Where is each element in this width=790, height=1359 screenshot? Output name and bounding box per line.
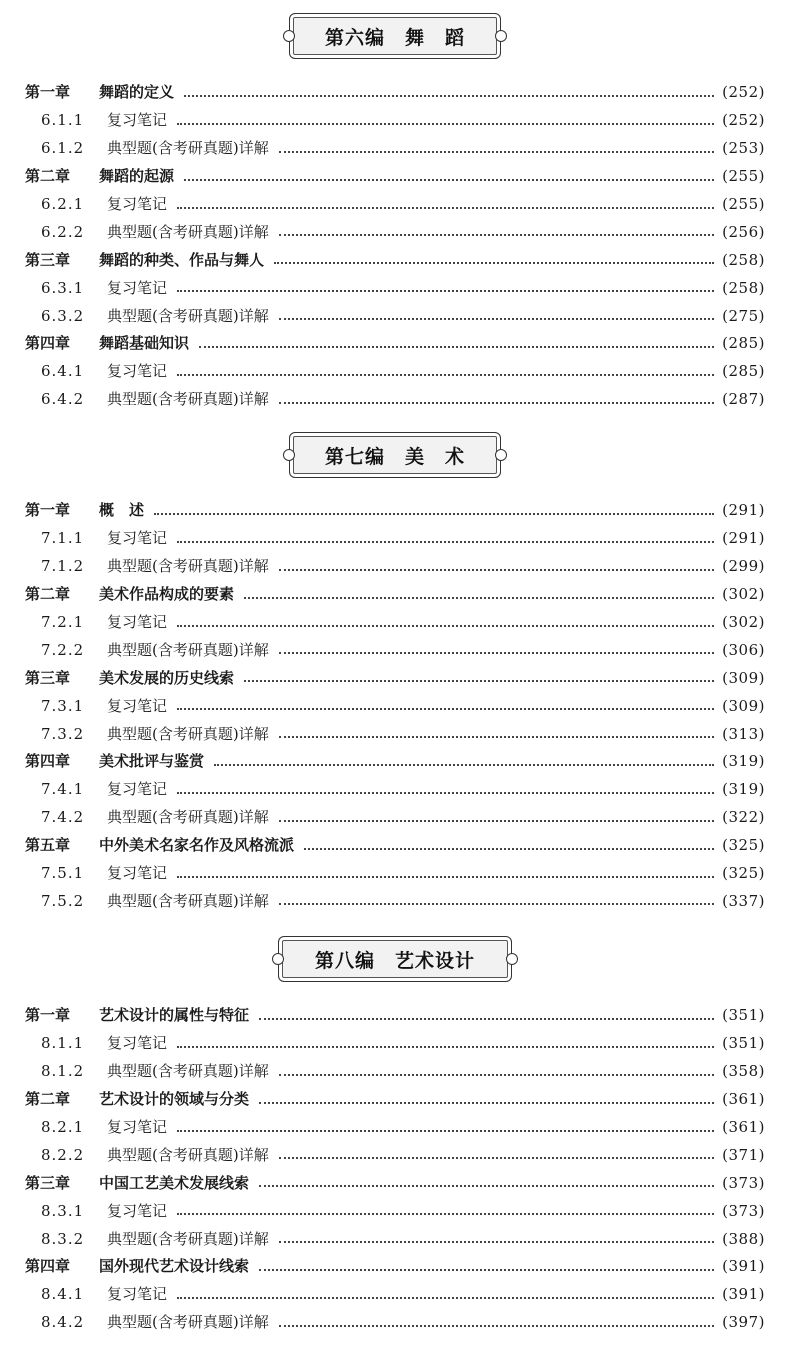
dot-leader [177,123,714,125]
page-number: (309) [722,696,765,715]
banner-frame [289,432,501,478]
entry-lead [25,724,275,743]
entry-lead [25,810,275,825]
toc-chapter-row[interactable] [25,1169,765,1197]
section-number: 8.4.2 [41,1313,85,1332]
dot-leader [279,318,714,320]
section-title: 典型题(含考研真题)详解 [107,222,269,241]
page-number: (337) [722,891,765,910]
toc-section-row[interactable] [25,1281,765,1309]
page-number: (319) [722,752,765,771]
chapter-title: 舞蹈的起源 [99,167,175,186]
section-title: 复习笔记 [107,278,168,297]
toc-section-row[interactable] [25,609,765,637]
dot-leader [244,680,714,682]
toc-section-row[interactable] [25,553,765,581]
chapter-number: 第三章 [25,1173,71,1192]
section-title: 复习笔记 [107,529,168,548]
chapter-title: 舞蹈的种类、作品与舞人 [99,250,265,269]
section-number: 7.4.1 [41,780,85,799]
toc-section-row[interactable] [25,191,765,219]
section-number: 6.1.1 [41,111,85,130]
chapter-title: 艺术设计的属性与特征 [99,1006,250,1025]
section-title: 典型题(含考研真题)详解 [107,808,269,827]
chapter-title: 美术作品构成的要素 [99,585,235,604]
section-title: 复习笔记 [107,1285,168,1304]
chapter-number: 第一章 [25,501,71,520]
part-banner [0,934,790,984]
part-title: 第八编 艺术设计 [314,949,475,972]
entry-lead [25,222,275,241]
section-title: 典型题(含考研真题)详解 [107,390,269,409]
toc-section-row[interactable] [25,302,765,330]
dot-leader [177,374,714,376]
page-number: (325) [722,864,765,883]
section-number: 6.2.2 [41,222,85,241]
chapter-title: 概 述 [99,501,145,520]
toc-section-row[interactable] [25,887,765,915]
chapter-title: 中外美术名家名作及风格流派 [99,836,295,855]
page-number: (371) [722,1145,765,1164]
section-title: 典型题(含考研真题)详解 [107,891,269,910]
page-number: (255) [722,167,765,186]
toc-section-row[interactable] [25,525,765,553]
page-number: (373) [722,1173,765,1192]
section-number: 7.1.2 [41,557,85,576]
dot-leader [279,652,714,654]
chapter-title: 舞蹈的定义 [99,83,175,102]
part-title: 第六编 舞 蹈 [324,26,465,49]
entry-lead [25,85,180,100]
section-title: 典型题(含考研真题)详解 [107,1062,269,1081]
section-number: 8.1.2 [41,1062,85,1081]
chapter-number: 第二章 [25,167,71,186]
toc-chapter-row[interactable] [25,330,765,358]
toc-section-row[interactable] [25,1141,765,1169]
dot-leader [304,848,714,850]
dot-leader [184,179,714,181]
toc-chapter-row[interactable] [25,163,765,191]
toc-section-row[interactable] [25,107,765,135]
section-number: 6.3.2 [41,306,85,325]
dot-leader [279,569,714,571]
dot-leader [259,1185,714,1187]
chapter-number: 第二章 [25,1090,71,1109]
entry-lead [25,1287,173,1302]
page-number: (351) [722,1034,765,1053]
entry-lead [25,306,275,325]
chapter-title: 艺术设计的领域与分类 [99,1090,250,1109]
entry-lead [25,364,173,379]
toc-chapter-row[interactable] [25,246,765,274]
dot-leader [279,1157,714,1159]
chapter-number: 第四章 [25,752,71,771]
section-number: 6.2.1 [41,195,85,213]
banner-frame [289,13,501,59]
entry-lead [25,113,173,128]
dot-leader [177,876,714,878]
entry-lead [25,1145,275,1164]
toc-section-row[interactable] [25,804,765,832]
toc-section-row[interactable] [25,720,765,748]
page-number: (361) [722,1090,765,1109]
section-number: 7.3.2 [41,724,85,743]
toc-section-row[interactable] [25,1058,765,1086]
section-number: 8.2.2 [41,1145,85,1164]
entry-lead [25,169,180,184]
entry-lead [25,250,270,269]
chapter-number: 第一章 [25,83,71,102]
section-number: 8.2.1 [41,1118,85,1136]
section-number: 8.1.1 [41,1034,85,1053]
chapter-number: 第三章 [25,668,71,687]
dot-leader [259,1102,714,1104]
toc-chapter-row[interactable] [25,832,765,860]
page-number: (302) [722,585,765,604]
entry-lead [25,559,275,574]
dot-leader [279,1241,714,1243]
dot-leader [177,1130,714,1132]
banner-frame [278,936,512,982]
chapter-title: 舞蹈基础知识 [99,334,190,353]
dot-leader [244,597,714,599]
dot-leader [154,513,714,515]
page-number: (361) [722,1118,765,1136]
dot-leader [177,1213,714,1215]
dot-leader [214,764,714,766]
section-number: 6.4.2 [41,390,85,409]
chapter-title: 国外现代艺术设计线索 [99,1257,250,1276]
toc-chapter-row[interactable] [25,1002,765,1030]
entry-lead [25,1315,275,1330]
section-title: 典型题(含考研真题)详解 [107,1229,269,1248]
section-title: 典型题(含考研真题)详解 [107,1313,269,1332]
toc-section-row[interactable] [25,636,765,664]
dot-leader [177,792,714,794]
section-title: 典型题(含考研真题)详解 [107,640,269,659]
toc-chapter-row[interactable] [25,664,765,692]
part-banner [0,430,790,480]
page-number: (285) [722,334,765,353]
section-number: 6.3.1 [41,278,85,297]
entry-lead [25,782,173,797]
section-title: 典型题(含考研真题)详解 [107,139,269,158]
page-number: (252) [722,111,765,130]
dot-leader [177,290,714,292]
entry-lead [25,696,173,715]
dot-leader [259,1018,714,1020]
section-title: 复习笔记 [107,1034,168,1053]
page-number: (287) [722,390,765,409]
entry-lead [25,531,173,546]
page-number: (285) [722,362,765,381]
entry-lead [25,1092,255,1107]
dot-leader [279,1325,714,1327]
chapter-title: 美术批评与鉴赏 [99,752,205,771]
entry-lead [25,503,150,518]
section-number: 7.3.1 [41,696,85,715]
section-number: 7.5.2 [41,891,85,910]
page-number: (388) [722,1229,765,1248]
section-number: 7.4.2 [41,808,85,827]
section-number: 8.3.2 [41,1229,85,1248]
entry-lead [25,754,210,769]
toc-section-row[interactable] [25,692,765,720]
toc-section-row[interactable] [25,1030,765,1058]
section-title: 典型题(含考研真题)详解 [107,306,269,325]
dot-leader [177,541,714,543]
page-number: (391) [722,1257,765,1276]
toc-section-row[interactable] [25,1225,765,1253]
section-number: 7.5.1 [41,864,85,883]
part-six [0,11,790,61]
part-title: 第七编 美 术 [324,445,465,468]
entry-lead [25,1120,173,1135]
entry-lead [25,1259,255,1274]
toc-chapter-row[interactable] [25,79,765,107]
entry-lead [25,838,300,853]
page-number: (291) [722,529,765,548]
page-number: (253) [722,139,765,158]
chapter-title: 中国工艺美术发展线索 [99,1173,250,1192]
page-number: (322) [722,808,765,827]
entry-lead [25,891,275,910]
dot-leader [279,820,714,822]
chapter-number: 第二章 [25,585,71,604]
page-number: (252) [722,83,765,102]
entry-lead [25,1201,173,1220]
page-number: (373) [722,1201,765,1220]
section-number: 8.3.1 [41,1201,85,1220]
dot-leader [279,736,714,738]
section-title: 复习笔记 [107,1118,168,1136]
entry-lead [25,866,173,881]
section-title: 复习笔记 [107,780,168,799]
page-number: (302) [722,613,765,631]
page-number: (397) [722,1313,765,1332]
entry-lead [25,668,240,687]
section-number: 6.4.1 [41,362,85,381]
page-number: (325) [722,836,765,855]
dot-leader [274,262,714,264]
chapter-title: 美术发展的历史线索 [99,668,235,687]
toc-section-row[interactable] [25,776,765,804]
toc-section-row[interactable] [25,135,765,163]
dot-leader [177,625,714,627]
section-number: 8.4.1 [41,1285,85,1304]
page-number: (275) [722,306,765,325]
page-number: (309) [722,668,765,687]
page-number: (256) [722,222,765,241]
entry-lead [25,1064,275,1079]
dot-leader [279,1074,714,1076]
toc-section-row[interactable] [25,1114,765,1142]
page-number: (358) [722,1062,765,1081]
dot-leader [177,1297,714,1299]
toc-section-row[interactable] [25,1197,765,1225]
section-title: 复习笔记 [107,613,168,631]
part-seven [0,430,790,480]
part-banner [0,11,790,61]
chapter-number: 第一章 [25,1006,71,1025]
toc-section-row[interactable] [25,1309,765,1337]
page-number: (299) [722,557,765,576]
toc-part-seven [25,497,765,915]
toc-chapter-row[interactable] [25,748,765,776]
section-number: 7.2.1 [41,613,85,631]
toc-part-six [25,79,765,414]
toc-part-eight [25,1002,765,1337]
entry-lead [25,615,173,630]
section-title: 复习笔记 [107,111,168,130]
entry-lead [25,640,275,659]
entry-lead [25,392,275,407]
entry-lead [25,278,173,297]
entry-lead [25,197,173,212]
chapter-number: 第五章 [25,836,71,855]
page-number: (391) [722,1285,765,1304]
page-number: (313) [722,724,765,743]
section-title: 典型题(含考研真题)详解 [107,724,269,743]
dot-leader [279,151,714,153]
toc-chapter-row[interactable] [25,497,765,525]
section-title: 复习笔记 [107,1201,168,1220]
page-number: (291) [722,501,765,520]
entry-lead [25,1036,173,1051]
entry-lead [25,1173,255,1192]
section-title: 复习笔记 [107,195,168,213]
dot-leader [177,708,714,710]
section-title: 典型题(含考研真题)详解 [107,557,269,576]
dot-leader [177,207,714,209]
toc-section-row[interactable] [25,218,765,246]
toc-section-row[interactable] [25,386,765,414]
entry-lead [25,587,240,602]
page-number: (258) [722,250,765,269]
dot-leader [199,346,714,348]
toc-section-row[interactable] [25,274,765,302]
toc-chapter-row[interactable] [25,1253,765,1281]
dot-leader [259,1269,714,1271]
dot-leader [279,402,714,404]
section-title: 复习笔记 [107,362,168,381]
toc-section-row[interactable] [25,860,765,888]
dot-leader [279,234,714,236]
page-number: (306) [722,640,765,659]
section-number: 7.2.2 [41,640,85,659]
toc-chapter-row[interactable] [25,581,765,609]
dot-leader [177,1046,714,1048]
entry-lead [25,1229,275,1248]
entry-lead [25,141,275,156]
section-title: 典型题(含考研真题)详解 [107,1145,269,1164]
section-title: 复习笔记 [107,864,168,883]
page-number: (258) [722,278,765,297]
chapter-number: 第三章 [25,250,71,269]
page-number: (255) [722,195,765,213]
toc-chapter-row[interactable] [25,1086,765,1114]
dot-leader [184,95,714,97]
entry-lead [25,1008,255,1023]
page-number: (351) [722,1006,765,1025]
section-number: 7.1.1 [41,529,85,548]
dot-leader [279,903,714,905]
toc-section-row[interactable] [25,358,765,386]
chapter-number: 第四章 [25,334,71,353]
section-title: 复习笔记 [107,696,168,715]
page-number: (319) [722,780,765,799]
entry-lead [25,336,195,351]
section-number: 6.1.2 [41,139,85,158]
chapter-number: 第四章 [25,1257,71,1276]
part-eight [0,934,790,984]
